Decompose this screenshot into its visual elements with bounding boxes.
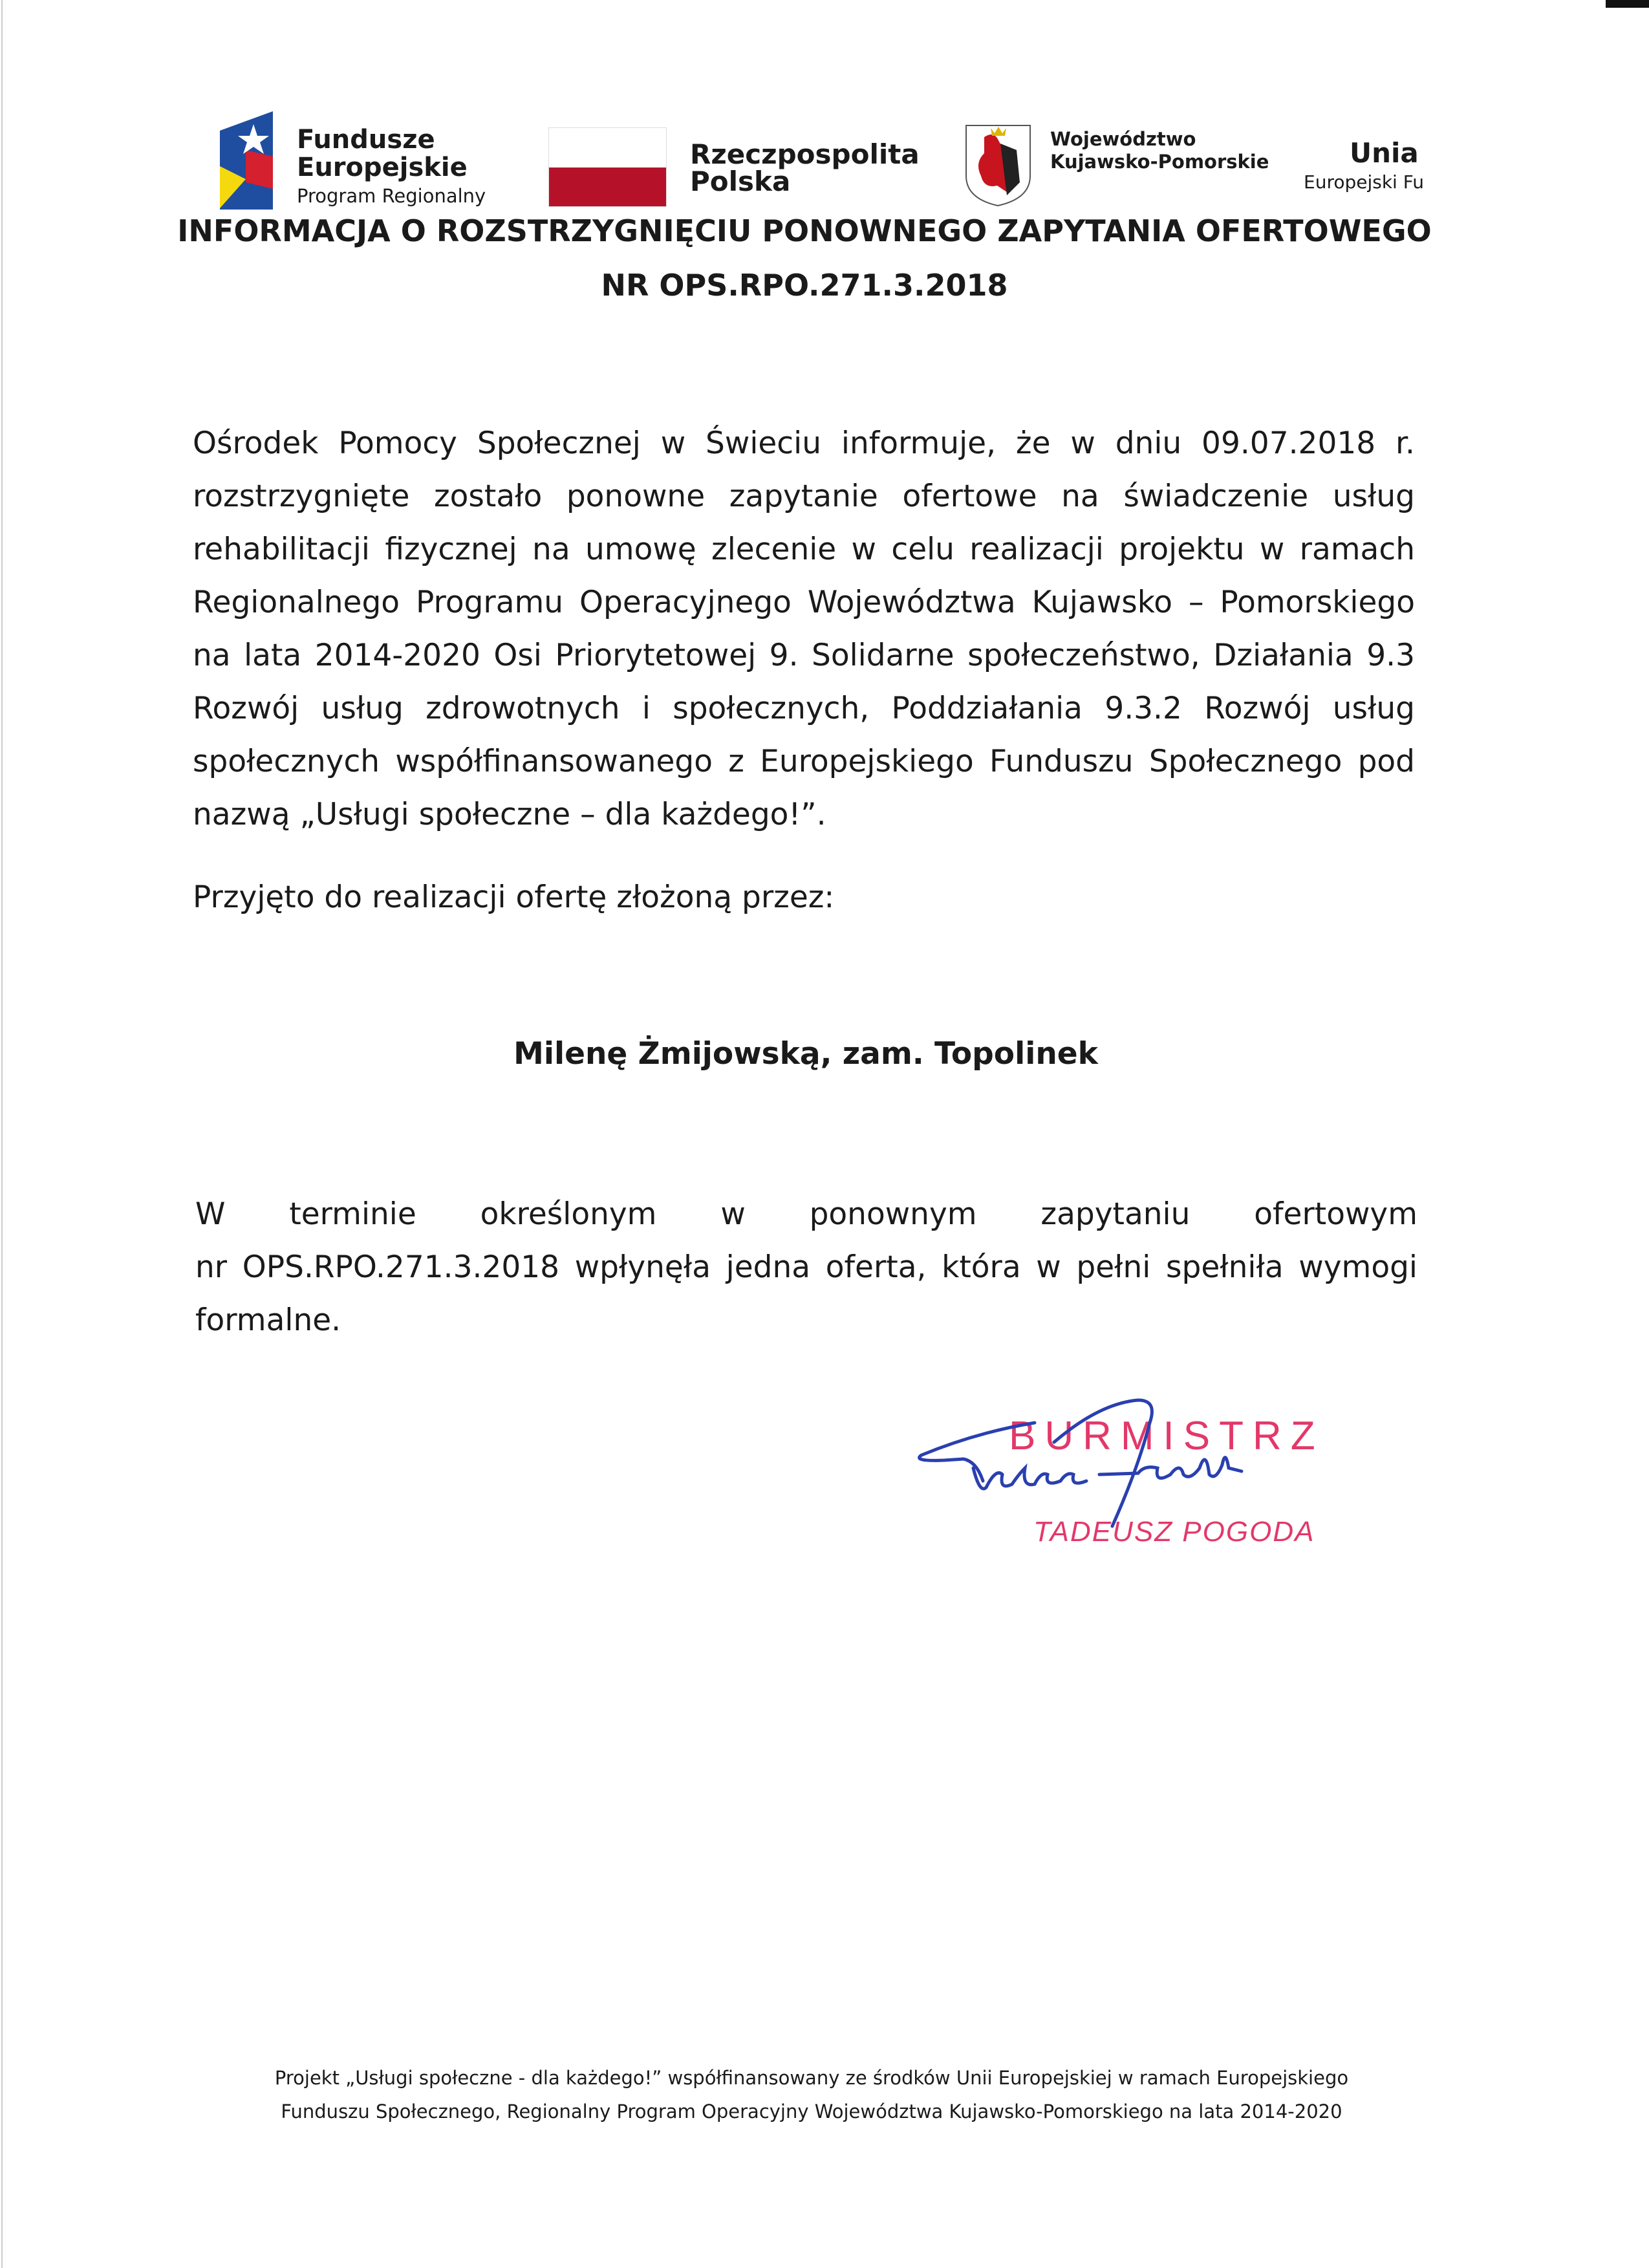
paragraph-line bbox=[195, 1196, 1417, 1232]
kujawsko-pomorskie-coat-of-arms bbox=[965, 124, 1031, 210]
kp-logo-line2: Kujawsko-Pomorskie bbox=[1050, 151, 1269, 173]
fe-logo-line2: Europejskie bbox=[297, 153, 468, 182]
document-title-line1: INFORMACJA O ROZSTRZYGNIĘCIU PONOWNEGO ZAPYTANIA OFERTOWEGO bbox=[177, 213, 1432, 248]
text: Regionalnego Programu Operacyjnego Województwa Kujawsko – Pomorskiego bbox=[193, 585, 1415, 620]
text: społecznych współfinansowanego z Europejskiego Funduszu Społecznego pod bbox=[193, 744, 1415, 779]
eu-logo-line2: Europejski Fu bbox=[1304, 171, 1425, 193]
text: nr OPS.RPO.271.3.2018 wpłynęła jedna oferta, która w pełni spełniła wymogi bbox=[195, 1249, 1417, 1285]
paragraph-line bbox=[195, 1302, 1417, 1338]
stamp-title: BURMISTRZ bbox=[1009, 1414, 1324, 1458]
paragraph-line bbox=[193, 691, 1415, 726]
stamp-name: TADEUSZ POGODA bbox=[1033, 1516, 1315, 1548]
text: formalne. bbox=[195, 1302, 341, 1338]
text: nazwą „Usługi społeczne – dla każdego!”. bbox=[193, 797, 826, 832]
fe-emblem-icon bbox=[220, 111, 273, 210]
document-title-line2: NR OPS.RPO.271.3.2018 bbox=[601, 268, 1008, 303]
fe-logo-line1: Fundusze bbox=[297, 125, 435, 155]
fundusze-europejskie-logo bbox=[220, 111, 273, 210]
paragraph-line bbox=[193, 638, 1415, 673]
eu-logo-line1: Unia bbox=[1350, 137, 1419, 169]
text: rehabilitacji fizycznej na umowę zlecenie w celu realizacji projektu w ramach bbox=[193, 532, 1415, 567]
accepted-offer-label bbox=[193, 880, 1415, 915]
text: Ośrodek Pomocy Społecznej w Świeciu informuje, że w dniu 09.07.2018 r. bbox=[193, 426, 1415, 461]
rp-logo-line2: Polska bbox=[690, 166, 791, 197]
paragraph-line bbox=[193, 585, 1415, 620]
text: W terminie określonym w ponownym zapytaniu ofertowym bbox=[195, 1196, 1417, 1232]
footer-line1: Projekt „Usługi społeczne - dla każdego!” współfinansowany ze środków Unii Europejskiej w ramach Europejskiego bbox=[274, 2067, 1349, 2089]
paragraph-line bbox=[193, 479, 1415, 514]
handwritten-signature bbox=[905, 1377, 1423, 1571]
kp-logo-line1: Województwo bbox=[1050, 128, 1196, 150]
winner-name: Milenę Żmijowską, zam. Topolinek bbox=[513, 1036, 1098, 1072]
text: na lata 2014-2020 Osi Priorytetowej 9. Solidarne społeczeństwo, Działania 9.3 bbox=[193, 638, 1415, 673]
paragraph-line bbox=[193, 797, 1415, 832]
text: Rozwój usług zdrowotnych i społecznych, Poddziałania 9.3.2 Rozwój usług bbox=[193, 691, 1415, 726]
paragraph-line bbox=[193, 744, 1415, 779]
footer-line2: Funduszu Społecznego, Regionalny Program Operacyjny Województwa Kujawsko-Pomorskiego na lata 2014-2020 bbox=[281, 2101, 1342, 2122]
rp-logo-line1: Rzeczpospolita bbox=[690, 138, 920, 170]
fe-logo-line3: Program Regionalny bbox=[297, 185, 486, 207]
text: Przyjęto do realizacji ofertę złożoną przez: bbox=[193, 880, 835, 915]
paragraph-line bbox=[193, 426, 1415, 461]
paragraph-line bbox=[193, 532, 1415, 567]
scan-edge-mark bbox=[1606, 0, 1649, 8]
griffin-crest-icon bbox=[965, 124, 1031, 207]
text: rozstrzygnięte zostało ponowne zapytanie ofertowe na świadczenie usług bbox=[193, 479, 1415, 514]
paragraph-line bbox=[195, 1249, 1417, 1285]
polish-flag bbox=[548, 127, 667, 207]
scan-left-edge bbox=[1, 0, 3, 2268]
